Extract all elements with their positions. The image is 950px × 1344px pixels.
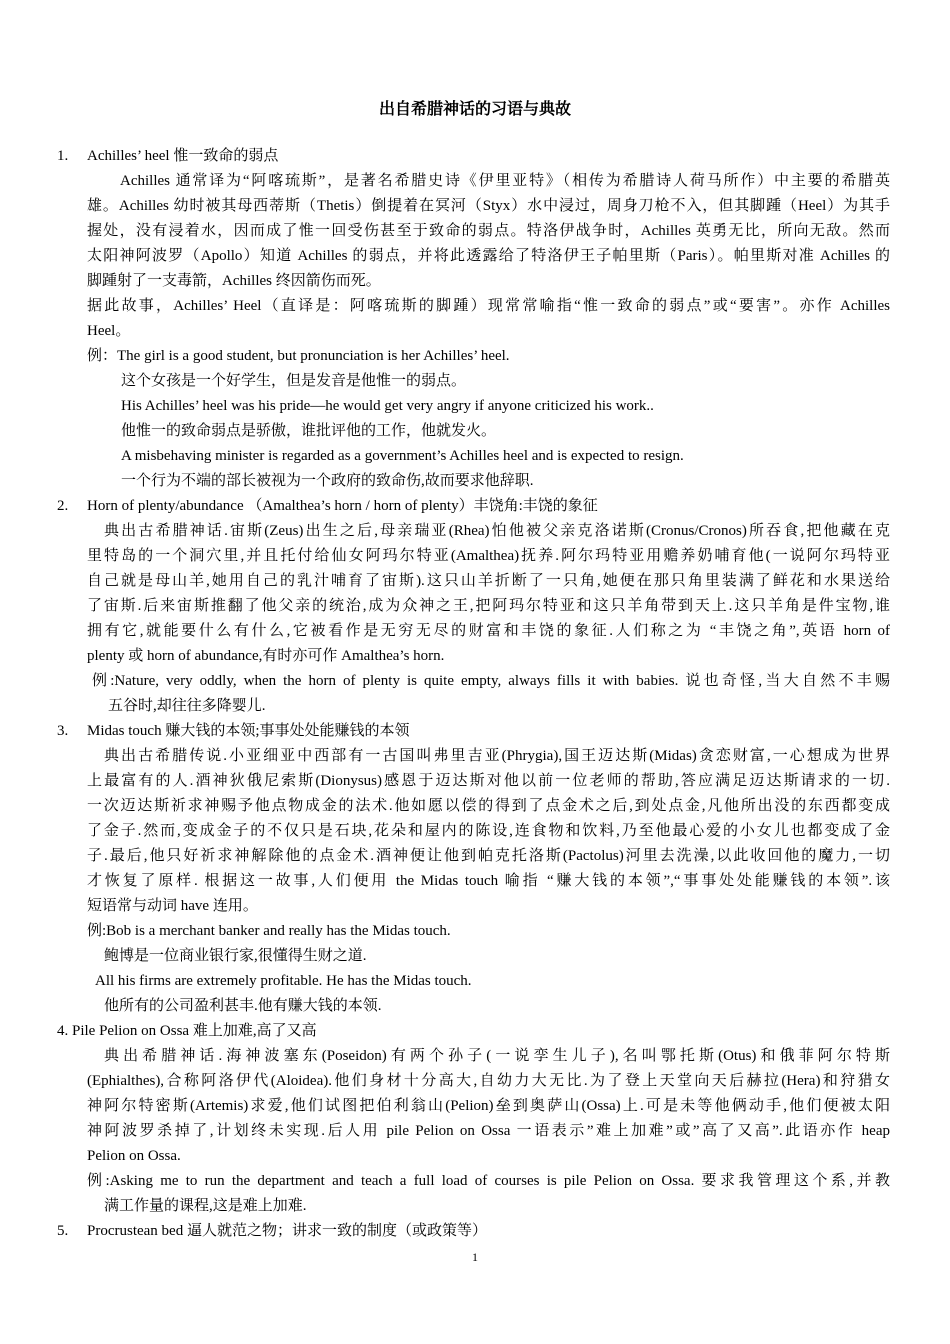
text-line: Pelion on Ossa. [87,1148,181,1164]
section-heading: Midas touch 赚大钱的本领;事事处处能赚钱的本领 [87,723,410,739]
text-line: 太阳神阿波罗（Apollo）知道 Achilles 的弱点，并将此透露给了特洛伊王子帕里斯（Paris）。帕里斯对准 Achilles 的 [87,248,890,264]
example-line: A misbehaving minister is regarded as a government’s Achilles heel and is expected to resign. [121,448,684,464]
text-line: 典出古希腊传说.小亚细亚中西部有一古国叫弗里吉亚(Phrygia),国王迈达斯(Midas)贪恋财富,一心想成为世界 [104,748,890,764]
example-line: 他惟一的致命弱点是骄傲，谁批评他的工作，他就发火。 [121,423,497,439]
section-heading: Horn of plenty/abundance （Amalthea’s horn / horn of plenty）丰饶角:丰饶的象征 [87,498,598,514]
text-line: 一次迈达斯祈求神赐予他点物成金的法术.他如愿以偿的得到了点金术之后,到处点金,凡他所出没的东西都变成 [87,798,890,814]
example-line: 这个女孩是一个好学生，但是发音是他惟一的弱点。 [121,373,467,389]
example-line: 五谷时,却往往多降婴儿. [108,698,266,714]
example-line: His Achilles’ heel was his pride—he would get very angry if anyone criticized his work.. [121,398,654,414]
text-line: 了金子.然而,变成金子的不仅只是石块,花朵和屋内的陈设,连食物和饮料,乃至他最心爱的小女儿也都变成了金 [87,823,890,839]
section-heading: Achilles’ heel 惟一致命的弱点 [87,148,279,164]
list-number: 1. [57,148,69,164]
document-title: 出自希腊神话的习语与典故 [378,99,571,118]
text-line: Heel。 [87,323,131,339]
section-heading: Procrustean bed 逼人就范之物；讲求一致的制度（或政策等） [87,1223,487,1239]
example-line: 例:Nature, very oddly, when the horn of plenty is quite empty, always fills it with babies. 说也奇怪,当大自然不丰赐 [92,673,890,689]
text-line: (Ephialthes),合称阿洛伊代(Aloidea).他们身材十分高大,自幼力大无比.为了登上天堂向天后赫拉(Hera)和狩猎女 [87,1073,890,1089]
text-line: 拥有它,就能要什么有什么,它被看作是无穷无尽的财富和丰饶的象征.人们称之为 “丰饶之角”,英语 horn of [87,623,890,639]
example-line: 满工作量的课程,这是难上加难. [104,1198,307,1214]
text-line: 握处，没有浸着水，因而成了惟一回受伤甚至于致命的弱点。特洛伊战争时，Achilles 英勇无比，所向无敌。然而 [87,223,890,239]
page-number: 1 [472,1250,478,1264]
example-line: 他所有的公司盈利甚丰.他有赚大钱的本领. [104,998,382,1014]
example-line: 鲍博是一位商业银行家,很懂得生财之道. [104,948,367,964]
text-line: 神阿波罗杀掉了,计划终未实现.后人用 pile Pelion on Ossa 一语表示”难上加难”或”高了又高”.此语亦作 heap [87,1123,890,1139]
example-line: 一个行为不端的部长被视为一个政府的致命伤,故而要求他辞职. [121,473,534,489]
section-heading: 4. Pile Pelion on Ossa 难上加难,高了又高 [57,1023,317,1039]
text-line: 了宙斯.后来宙斯推翻了他父亲的统治,成为众神之王,把阿玛尔特亚和这只羊角带到天上.这只羊角是件宝物,谁 [87,598,890,614]
text-line: Achilles 通常译为“阿喀琉斯”，是著名希腊史诗《伊里亚特》（相传为希腊诗人荷马所作）中主要的希腊英 [120,173,890,189]
text-line: plenty 或 horn of abundance,有时亦可作 Amalthea’s horn. [87,648,445,664]
example-line: All his firms are extremely profitable. He has the Midas touch. [95,973,472,989]
text-line: 神阿尔特密斯(Artemis)求爱,他们试图把伯利翁山(Pelion)垒到奥萨山(Ossa)上.可是未等他俩动手,他们便被太阳 [87,1098,890,1114]
list-number: 2. [57,498,69,514]
example-line: 例:Bob is a merchant banker and really has the Midas touch. [87,923,451,939]
text-line: 才恢复了原样. 根据这一故事,人们便用 the Midas touch 喻指 “赚大钱的本领”,“事事处处能赚钱的本领”.该 [87,873,890,889]
text-line: 典出古希腊神话.宙斯(Zeus)出生之后,母亲瑞亚(Rhea)怕他被父亲克洛诺斯(Cronus/Cronos)所吞食,把他藏在克 [104,523,890,539]
text-line: 据此故事，Achilles’ Heel（直译是：阿喀琉斯的脚踵）现常常喻指“惟一致命的弱点”或“要害”。亦作 Achilles [87,298,890,314]
text-line: 自己就是母山羊,她用自己的乳汁哺育了宙斯).这只山羊折断了一只角,她便在那只角里装满了鲜花和水果送给 [87,573,890,589]
text-line: 子.最后,他只好祈求神解除他的点金术.酒神便让他到帕克托洛斯(Pactolus)河里去洗澡,以此收回他的魔力,一切 [87,848,890,864]
example-line: 例:Asking me to run the department and teach a full load of courses is pile Pelion on Ossa. 要求我管理这个系,并教 [87,1173,890,1189]
text-line: 脚踵射了一支毒箭，Achilles 终因箭伤而死。 [87,273,381,289]
list-number: 5. [57,1223,69,1239]
text-line: 短语常与动词 have 连用。 [87,898,258,914]
text-line: 典出希腊神话.海神波塞东(Poseidon)有两个孙子(一说孪生儿子),名叫鄂托斯(Otus)和俄菲阿尔特斯 [104,1048,890,1064]
example-line: 例：The girl is a good student, but pronunciation is her Achilles’ heel. [87,348,510,364]
text-line: 雄。Achilles 幼时被其母西蒂斯（Thetis）倒提着在冥河（Styx）水中浸过，周身刀枪不入，但其脚踵（Heel）为其手 [87,198,890,214]
list-number: 3. [57,723,69,739]
text-line: 里特岛的一个洞穴里,并且托付给仙女阿玛尔特亚(Amalthea)抚养.阿尔玛特亚用赡养奶哺育他(一说阿尔玛特亚 [87,548,890,564]
text-line: 上最富有的人.酒神狄俄尼索斯(Dionysus)感恩于迈达斯对他以前一位老师的帮助,答应满足迈达斯请求的一切. [87,773,890,789]
